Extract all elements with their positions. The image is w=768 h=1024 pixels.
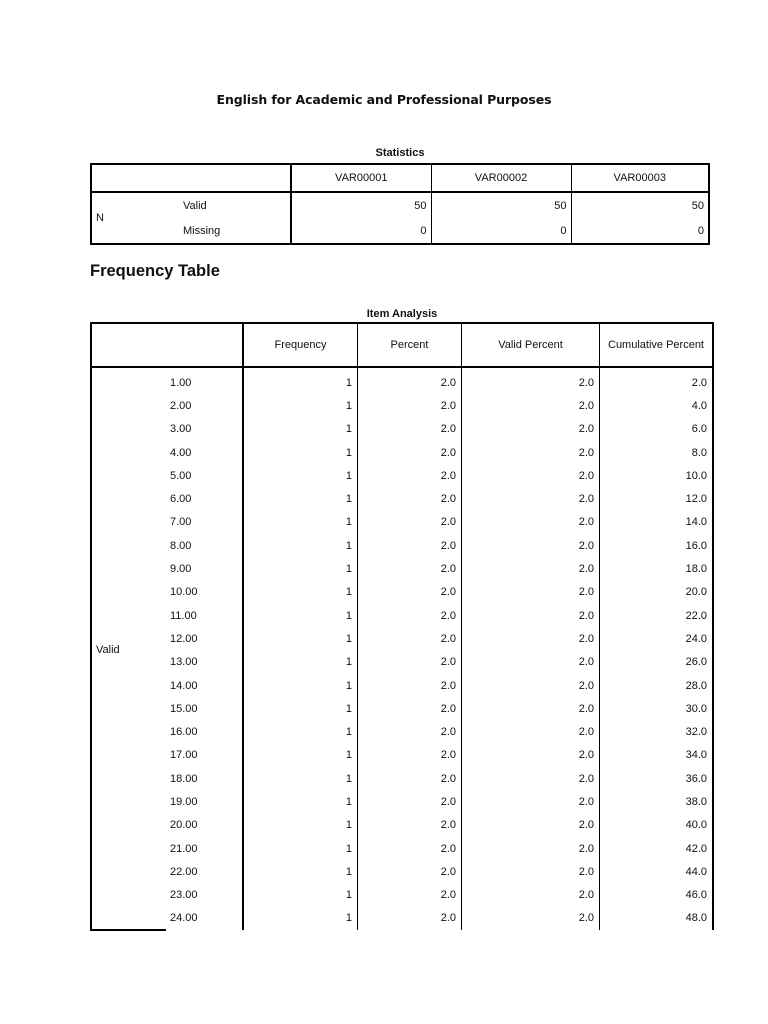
statistics-row-valid (91, 192, 709, 218)
valid-percent-cell: 2.0 (462, 464, 600, 487)
table-row (91, 674, 713, 697)
percent-cell: 2.0 (358, 790, 462, 813)
valid-percent-cell: 2.0 (462, 907, 600, 930)
table-row (91, 651, 713, 674)
valid-percent-cell: 2.0 (462, 651, 600, 674)
cumulative-percent-cell: 46.0 (685, 889, 707, 902)
valid-percent-cell: 2.0 (462, 767, 600, 790)
table-cell: 0 (291, 218, 431, 244)
row-label: Missing (141, 218, 291, 244)
row-value-label: 23.00 (166, 884, 243, 907)
percent-cell: 2.0 (358, 511, 462, 534)
frequency-cell: 1 (243, 418, 358, 441)
valid-percent-cell: 2.0 (462, 487, 600, 510)
statistics-group-label: N (96, 212, 104, 224)
frequency-cell: 1 (243, 534, 358, 557)
cumulative-percent-cell: 28.0 (685, 679, 707, 692)
frequency-cell: 1 (243, 651, 358, 674)
percent-cell: 2.0 (358, 814, 462, 837)
frequency-cell: 1 (243, 464, 358, 487)
percent-cell: 2.0 (358, 418, 462, 441)
statistics-header-row (91, 164, 709, 192)
section-heading: Frequency Table (90, 262, 220, 280)
valid-percent-cell: 2.0 (462, 534, 600, 557)
table-row (91, 907, 713, 930)
statistics-corner-cell (91, 164, 291, 192)
percent-cell: 2.0 (358, 557, 462, 580)
valid-percent-cell: 2.0 (462, 884, 600, 907)
row-value-label: 2.00 (166, 394, 243, 417)
row-value-label: 10.00 (166, 581, 243, 604)
frequency-cell: 1 (243, 744, 358, 767)
table-row (91, 464, 713, 487)
valid-percent-cell: 2.0 (462, 790, 600, 813)
percent-cell: 2.0 (358, 697, 462, 720)
column-header: Valid Percent (462, 323, 600, 367)
percent-cell: 2.0 (358, 394, 462, 417)
table-row (91, 767, 713, 790)
row-value-label: 20.00 (166, 814, 243, 837)
item-analysis-group-label: Valid (91, 371, 166, 930)
row-value-label: 19.00 (166, 790, 243, 813)
percent-cell: 2.0 (358, 371, 462, 394)
valid-percent-cell: 2.0 (462, 418, 600, 441)
column-header: VAR00002 (431, 164, 571, 192)
column-header: Cumulative Percent (600, 323, 714, 367)
row-value-label: 12.00 (166, 627, 243, 650)
cumulative-percent-cell: 42.0 (685, 842, 707, 855)
frequency-cell: 1 (243, 767, 358, 790)
percent-cell: 2.0 (358, 860, 462, 883)
frequency-cell: 1 (243, 674, 358, 697)
valid-percent-cell: 2.0 (462, 627, 600, 650)
row-label: Valid (141, 192, 291, 218)
valid-percent-cell: 2.0 (462, 860, 600, 883)
frequency-cell: 1 (243, 884, 358, 907)
percent-cell: 2.0 (358, 581, 462, 604)
frequency-cell: 1 (243, 907, 358, 930)
frequency-cell: 1 (243, 511, 358, 534)
valid-percent-cell: 2.0 (462, 604, 600, 627)
table-row (91, 627, 713, 650)
frequency-cell: 1 (243, 604, 358, 627)
frequency-cell: 1 (243, 394, 358, 417)
table-row (91, 534, 713, 557)
item-analysis-header-row (91, 323, 713, 367)
frequency-cell: 1 (243, 720, 358, 743)
valid-percent-cell: 2.0 (462, 674, 600, 697)
row-value-label: 18.00 (166, 767, 243, 790)
cumulative-percent-cell: 26.0 (685, 656, 707, 669)
table-row (91, 418, 713, 441)
row-value-label: 21.00 (166, 837, 243, 860)
cumulative-percent-cell: 6.0 (691, 423, 707, 436)
valid-percent-cell: 2.0 (462, 371, 600, 394)
cumulative-percent-cell: 12.0 (685, 493, 707, 506)
column-header: VAR00003 (571, 164, 709, 192)
cumulative-percent-cell: 2.0 (691, 376, 707, 389)
frequency-cell: 1 (243, 441, 358, 464)
valid-percent-cell: 2.0 (462, 581, 600, 604)
column-header: VAR00001 (291, 164, 431, 192)
table-row (91, 604, 713, 627)
table-cell: 0 (697, 224, 704, 237)
item-analysis-caption: Item Analysis (366, 308, 438, 320)
valid-percent-cell: 2.0 (462, 814, 600, 837)
column-header: Percent (358, 323, 462, 367)
valid-percent-cell: 2.0 (462, 744, 600, 767)
row-value-label: 13.00 (166, 651, 243, 674)
cumulative-percent-cell: 48.0 (685, 912, 707, 925)
percent-cell: 2.0 (358, 720, 462, 743)
row-value-label: 7.00 (166, 511, 243, 534)
cumulative-percent-cell: 14.0 (685, 516, 707, 529)
percent-cell: 2.0 (358, 907, 462, 930)
table-cell: 50 (291, 192, 431, 218)
row-value-label: 1.00 (166, 371, 243, 394)
statistics-table (90, 163, 710, 245)
table-row (91, 511, 713, 534)
table-cell: 50 (431, 192, 571, 218)
valid-percent-cell: 2.0 (462, 837, 600, 860)
row-value-label: 24.00 (166, 907, 243, 930)
percent-cell: 2.0 (358, 837, 462, 860)
cumulative-percent-cell: 24.0 (685, 632, 707, 645)
table-row (91, 837, 713, 860)
percent-cell: 2.0 (358, 464, 462, 487)
cumulative-percent-cell: 40.0 (685, 819, 707, 832)
cumulative-percent-cell: 16.0 (685, 539, 707, 552)
table-row (91, 394, 713, 417)
table-row (91, 884, 713, 907)
row-value-label: 5.00 (166, 464, 243, 487)
frequency-cell: 1 (243, 697, 358, 720)
cumulative-percent-cell: 44.0 (685, 865, 707, 878)
table-row (91, 487, 713, 510)
item-analysis-corner-cell (91, 323, 243, 367)
table-row (91, 790, 713, 813)
valid-percent-cell: 2.0 (462, 720, 600, 743)
valid-percent-cell: 2.0 (462, 441, 600, 464)
percent-cell: 2.0 (358, 744, 462, 767)
cumulative-percent-cell: 34.0 (685, 749, 707, 762)
percent-cell: 2.0 (358, 674, 462, 697)
valid-percent-cell: 2.0 (462, 557, 600, 580)
cumulative-percent-cell: 22.0 (685, 609, 707, 622)
row-value-label: 3.00 (166, 418, 243, 441)
statistics-row-missing (91, 218, 709, 244)
row-value-label: 9.00 (166, 557, 243, 580)
row-value-label: 11.00 (166, 604, 243, 627)
frequency-cell: 1 (243, 860, 358, 883)
percent-cell: 2.0 (358, 884, 462, 907)
cumulative-percent-cell: 30.0 (685, 702, 707, 715)
table-row (91, 557, 713, 580)
valid-percent-cell: 2.0 (462, 511, 600, 534)
table-row (91, 744, 713, 767)
cumulative-percent-cell: 20.0 (685, 586, 707, 599)
frequency-cell: 1 (243, 581, 358, 604)
table-cell: 50 (691, 199, 704, 212)
table-row (91, 697, 713, 720)
table-row (91, 814, 713, 837)
frequency-cell: 1 (243, 627, 358, 650)
cumulative-percent-cell: 10.0 (685, 469, 707, 482)
percent-cell: 2.0 (358, 441, 462, 464)
row-value-label: 8.00 (166, 534, 243, 557)
cumulative-percent-cell: 32.0 (685, 726, 707, 739)
percent-cell: 2.0 (358, 534, 462, 557)
table-cell: 0 (431, 218, 571, 244)
frequency-cell: 1 (243, 487, 358, 510)
frequency-cell: 1 (243, 557, 358, 580)
cumulative-percent-cell: 38.0 (685, 795, 707, 808)
frequency-cell: 1 (243, 371, 358, 394)
item-analysis-table (90, 322, 714, 931)
table-row (91, 720, 713, 743)
table-row (91, 581, 713, 604)
cumulative-percent-cell: 4.0 (691, 399, 707, 412)
frequency-cell: 1 (243, 790, 358, 813)
table-row (91, 371, 713, 394)
frequency-cell: 1 (243, 837, 358, 860)
percent-cell: 2.0 (358, 487, 462, 510)
row-value-label: 15.00 (166, 697, 243, 720)
row-value-label: 16.00 (166, 720, 243, 743)
percent-cell: 2.0 (358, 651, 462, 674)
cumulative-percent-cell: 8.0 (691, 446, 707, 459)
cumulative-percent-cell: 18.0 (685, 563, 707, 576)
table-row (91, 441, 713, 464)
valid-percent-cell: 2.0 (462, 394, 600, 417)
row-value-label: 4.00 (166, 441, 243, 464)
column-header: Frequency (243, 323, 358, 367)
cumulative-percent-cell: 36.0 (685, 772, 707, 785)
row-value-label: 14.00 (166, 674, 243, 697)
statistics-caption: Statistics (375, 147, 425, 159)
row-value-label: 17.00 (166, 744, 243, 767)
percent-cell: 2.0 (358, 604, 462, 627)
percent-cell: 2.0 (358, 627, 462, 650)
valid-percent-cell: 2.0 (462, 697, 600, 720)
row-value-label: 22.00 (166, 860, 243, 883)
document-title: English for Academic and Professional Purposes (216, 92, 552, 107)
row-value-label: 6.00 (166, 487, 243, 510)
frequency-cell: 1 (243, 814, 358, 837)
table-row (91, 860, 713, 883)
percent-cell: 2.0 (358, 767, 462, 790)
